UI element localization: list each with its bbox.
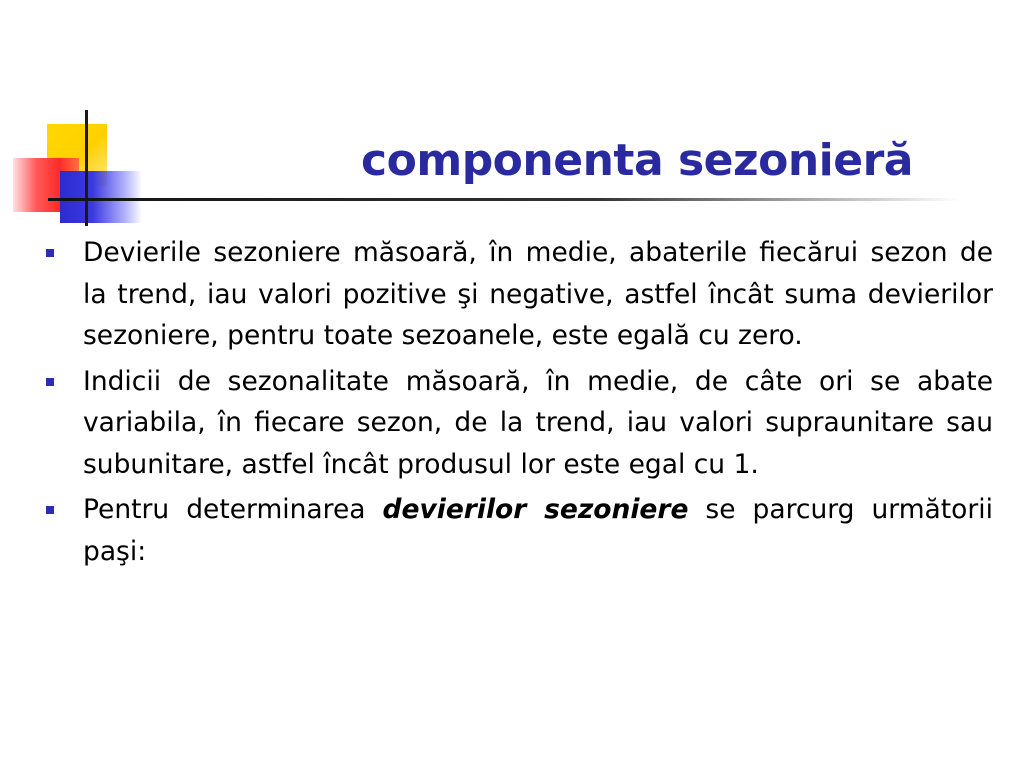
- slide-title: componenta sezonieră: [361, 135, 913, 186]
- bullet-list: [42, 232, 993, 576]
- bullet-text-emphasis: devierilor sezoniere: [382, 494, 689, 525]
- square-bullet-icon: [46, 249, 54, 257]
- square-bullet-icon: [46, 506, 54, 514]
- bullet-item: [42, 361, 993, 486]
- bullet-text-after: se parcurg următorii paşi:: [83, 494, 993, 567]
- decorative-logo: [0, 0, 200, 240]
- bullet-text-before: Pentru determinarea: [83, 494, 383, 525]
- bullet-text: Indicii de sezonalitate măsoară, în medie, de câte ori se abate variabila, în fiecare sezon, de la trend, iau valori supraunitare sau subunitare, astfel încât produsul lor este egal cu 1.: [83, 365, 993, 480]
- title-underline: [48, 198, 960, 201]
- square-bullet-icon: [46, 378, 54, 386]
- bullet-item: [42, 489, 993, 572]
- bullet-text: Devierile sezoniere măsoară, în medie, abaterile fiecărui sezon de la trend, iau valori pozitive şi negative, astfel încât suma devierilor sezoniere, pentru toate sezoanele, este egală cu zero.: [83, 237, 993, 351]
- bullet-item: [42, 232, 993, 357]
- vertical-rule: [85, 110, 88, 226]
